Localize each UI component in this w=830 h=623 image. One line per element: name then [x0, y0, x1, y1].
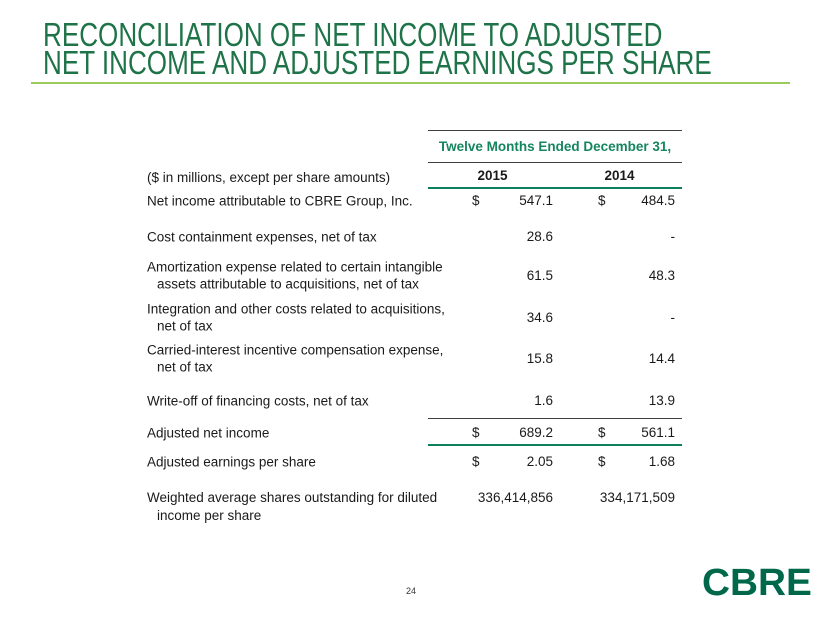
period-header-bottom-rule [428, 162, 682, 163]
row-label: Carried-interest incentive compensation expense, [147, 342, 444, 357]
table-top-rule [428, 130, 682, 131]
row-label: Integration and other costs related to acquisitions, [147, 301, 445, 316]
slide-title-line2: NET INCOME AND ADJUSTED EARNINGS PER SHARE [43, 43, 712, 81]
column-header-2015: 2015 [477, 168, 508, 183]
dollar-sign: $ [598, 193, 606, 208]
value-2014: 14.4 [648, 350, 675, 366]
slide-title [43, 16, 712, 81]
table-row [147, 193, 682, 209]
value-2015: $ 547.1 [472, 193, 553, 208]
table-row [147, 301, 682, 334]
page-number: 24 [405, 586, 416, 596]
row-label: Cost containment expenses, net of tax [147, 229, 377, 245]
value-2015: 28.6 [526, 229, 553, 244]
value-2014: 48.3 [648, 267, 675, 283]
table-row-weighted-shares [147, 490, 682, 523]
row-label: Adjusted net income [147, 425, 270, 441]
dollar-sign: $ [472, 193, 480, 208]
cbre-logo: CBRE [702, 562, 812, 604]
table-row [147, 259, 682, 292]
year-header-green-rule [428, 187, 682, 189]
value-2015: 15.8 [526, 350, 553, 366]
dollar-sign: $ [598, 425, 606, 440]
value-2014: $ 484.5 [598, 193, 675, 208]
row-label-line2: net of tax [157, 359, 213, 375]
table-row-adjusted-net-income [147, 425, 682, 441]
slide-title-line1: RECONCILIATION OF NET INCOME TO ADJUSTED [43, 16, 663, 53]
period-header: Twelve Months Ended December 31, [438, 139, 672, 154]
row-label-line2: net of tax [157, 318, 213, 334]
dollar-sign: $ [472, 425, 480, 440]
column-header-2014: 2014 [604, 168, 635, 183]
dollar-sign: $ [472, 454, 480, 469]
table-row [147, 393, 682, 409]
title-underline-rule [31, 82, 790, 84]
row-label: Adjusted earnings per share [147, 454, 316, 470]
value-2014: 334,171,509 [599, 490, 675, 505]
value-2014: $ 1.68 [598, 454, 675, 469]
subtotal-top-rule [428, 418, 682, 419]
row-label: Write-off of financing costs, net of tax [147, 393, 369, 409]
row-label: Net income attributable to CBRE Group, Inc. [147, 193, 413, 209]
row-label-line2: assets attributable to acquisitions, net of tax [157, 276, 419, 292]
value-2015: 1.6 [534, 393, 553, 408]
value-2014: - [670, 229, 675, 244]
table-row [147, 229, 682, 245]
table-row [147, 342, 682, 375]
row-label-line2: income per share [157, 507, 262, 523]
row-label: Amortization expense related to certain intangible [147, 259, 443, 274]
value-2014: - [670, 309, 675, 325]
value-2015: $ 2.05 [472, 454, 553, 469]
value-2015: $ 689.2 [472, 425, 553, 440]
value-2014: $ 561.1 [598, 425, 675, 440]
units-note: ($ in millions, except per share amounts) [147, 170, 391, 185]
table-row-adjusted-eps [147, 454, 682, 470]
value-2015: 61.5 [526, 267, 553, 283]
row-label: Weighted average shares outstanding for diluted [147, 490, 438, 505]
value-2015: 336,414,856 [477, 490, 553, 505]
subtotal-green-rule [428, 444, 682, 446]
dollar-sign: $ [598, 454, 606, 469]
value-2014: 13.9 [648, 393, 675, 408]
value-2015: 34.6 [526, 309, 553, 325]
